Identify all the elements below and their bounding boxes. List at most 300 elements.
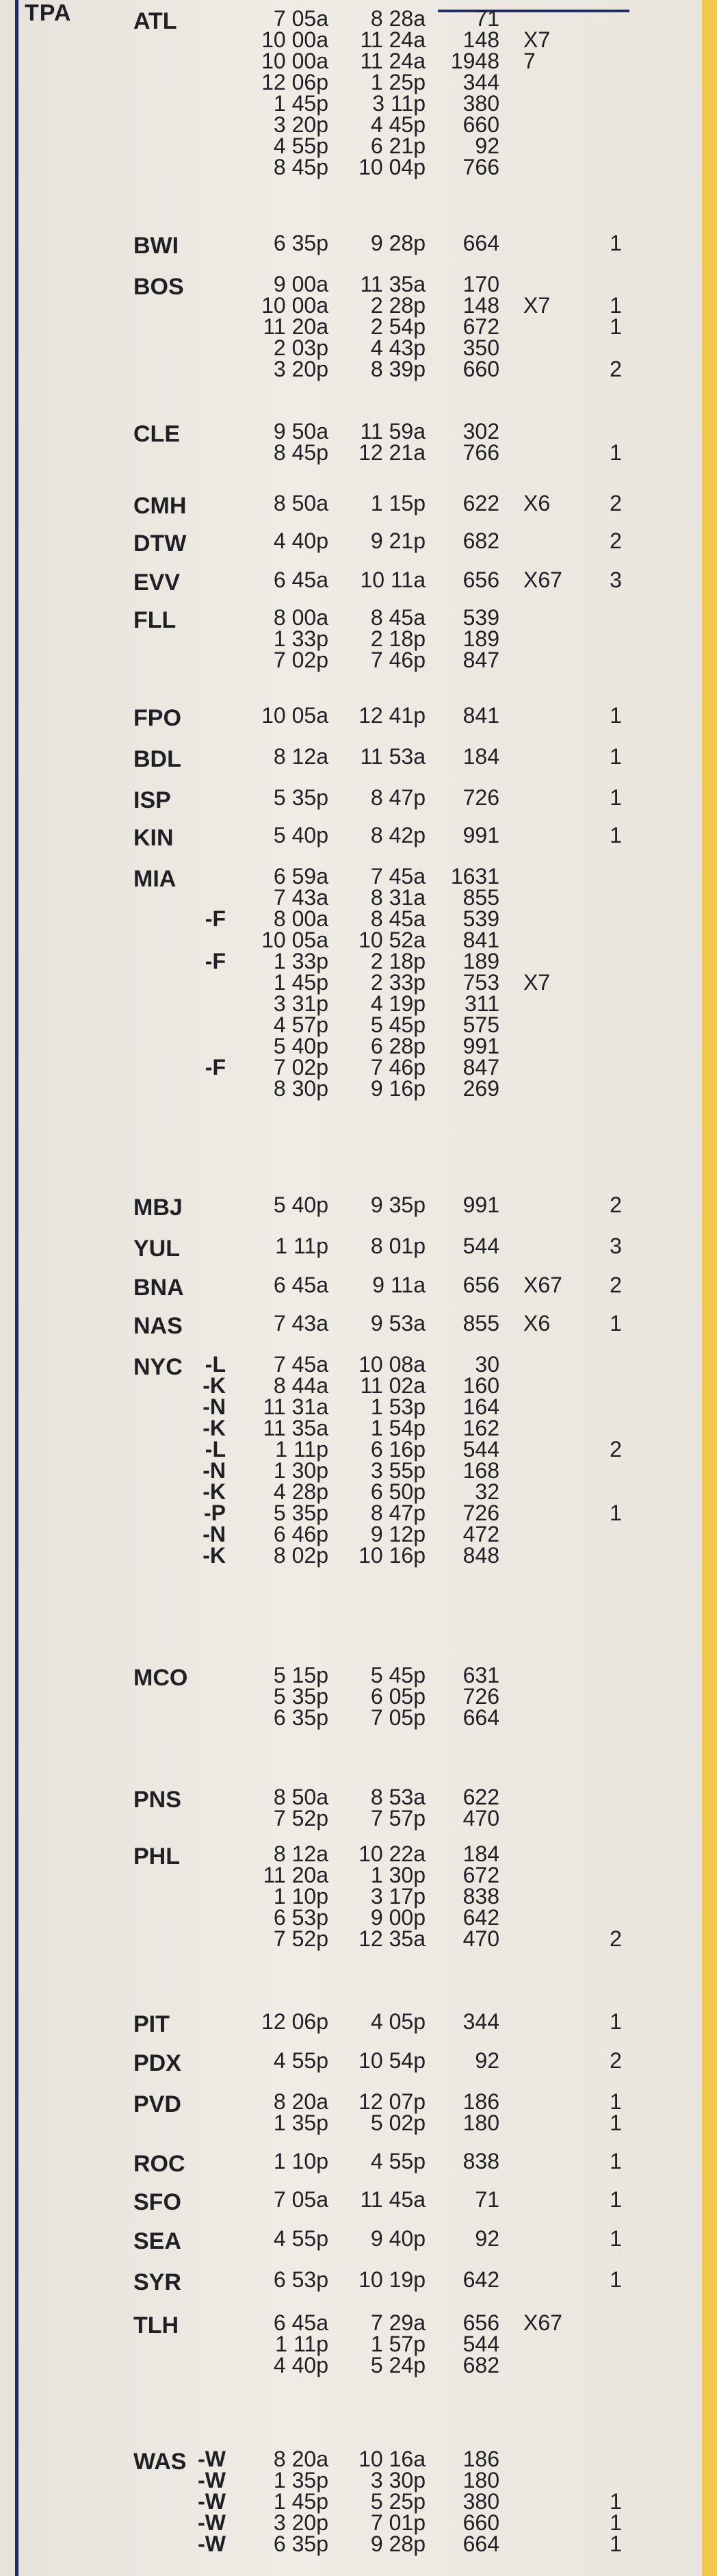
arrival-time: 7 29a <box>370 2310 426 2335</box>
stops-count: 1 <box>610 2489 622 2514</box>
flight-number: 672 <box>462 314 499 339</box>
departure-time: 3 31p <box>273 991 328 1016</box>
flight-row <box>0 887 684 908</box>
flight-row <box>0 1354 684 1375</box>
arrival-time: 8 47p <box>370 1501 426 1525</box>
destination-block <box>0 1354 684 1566</box>
airport-suffix: -K <box>203 1479 226 1504</box>
flight-number: 71 <box>475 2187 499 2212</box>
flight-number: 753 <box>462 970 499 995</box>
departure-time: 4 57p <box>273 1012 328 1037</box>
arrival-time: 4 05p <box>370 2009 426 2034</box>
departure-time: 8 00a <box>273 605 328 630</box>
departure-time: 8 45p <box>273 155 328 179</box>
flight-row <box>0 8 684 29</box>
flight-number: 160 <box>462 1373 499 1398</box>
arrival-time: 9 28p <box>370 231 426 255</box>
flight-number: 726 <box>462 1684 499 1709</box>
flight-row <box>0 2449 684 2470</box>
departure-time: 4 40p <box>273 2353 328 2377</box>
arrival-time: 5 24p <box>370 2353 426 2377</box>
flight-row <box>0 787 684 808</box>
destination-city-code: KIN <box>133 825 174 851</box>
destination-block <box>0 866 684 1099</box>
departure-time: 10 05a <box>261 928 328 952</box>
departure-time: 6 59a <box>273 864 328 889</box>
arrival-time: 9 35p <box>370 1193 426 1217</box>
destination-block <box>0 528 684 557</box>
flight-number: 30 <box>475 1352 499 1377</box>
airport-suffix: -K <box>203 1416 226 1440</box>
destination-block <box>0 785 684 813</box>
flight-number: 164 <box>462 1394 499 1419</box>
origin-city-code: TPA <box>25 0 72 26</box>
arrival-time: 11 02a <box>360 1373 426 1398</box>
destination-block <box>0 2449 684 2555</box>
arrival-time: 3 30p <box>370 2468 426 2492</box>
frequency-code: X67 <box>523 2310 562 2335</box>
flight-row <box>0 2151 684 2172</box>
flight-number: 664 <box>462 231 499 255</box>
arrival-time: 4 43p <box>370 335 426 360</box>
departure-time: 6 35p <box>273 231 328 255</box>
destination-city-code: NYC <box>133 1354 183 1380</box>
departure-time: 5 35p <box>273 785 328 810</box>
departure-time: 8 50a <box>273 491 328 515</box>
flight-number: 71 <box>475 6 499 31</box>
arrival-time: 5 25p <box>370 2489 426 2514</box>
arrival-time: 9 28p <box>370 2532 426 2556</box>
flight-row <box>0 607 684 628</box>
stops-count: 1 <box>610 2510 622 2535</box>
flight-row <box>0 1907 684 1928</box>
departure-time: 1 45p <box>273 970 328 995</box>
flight-number: 344 <box>462 2009 499 2034</box>
arrival-time: 9 12p <box>370 1522 426 1546</box>
arrival-time: 11 45a <box>360 2187 426 2212</box>
destination-city-code: CLE <box>133 421 180 447</box>
departure-time: 8 50a <box>273 1785 328 1809</box>
arrival-time: 12 21a <box>358 440 426 465</box>
stops-count: 2 <box>610 528 622 553</box>
flight-row <box>0 1439 684 1460</box>
arrival-time: 8 47p <box>370 785 426 810</box>
departure-time: 4 55p <box>273 133 328 158</box>
stops-count: 2 <box>610 491 622 515</box>
destination-block <box>0 607 684 671</box>
frequency-code: X7 <box>523 293 551 318</box>
destination-block <box>0 1311 684 1339</box>
flight-row <box>0 570 684 591</box>
destination-city-code: PHL <box>133 1844 180 1870</box>
arrival-time: 8 42p <box>370 823 426 847</box>
stops-count: 2 <box>610 1437 622 1462</box>
flight-row <box>0 2470 684 2491</box>
airport-suffix: -L <box>205 1352 226 1377</box>
flight-row <box>0 705 684 726</box>
flight-row <box>0 746 684 767</box>
flight-number: 656 <box>462 1273 499 1297</box>
destination-city-code: MIA <box>133 866 177 892</box>
flight-row <box>0 1012 684 1037</box>
departure-time: 5 40p <box>273 1193 328 1217</box>
flight-number: 180 <box>462 2110 499 2135</box>
arrival-time: 8 53a <box>370 1785 426 1809</box>
flight-row <box>0 993 684 1015</box>
arrival-time: 3 17p <box>370 1884 426 1909</box>
destination-city-code: DTW <box>133 531 187 557</box>
frequency-code: X7 <box>523 27 551 52</box>
destination-city-code: ROC <box>133 2151 185 2177</box>
arrival-time: 4 45p <box>370 112 426 137</box>
flight-number: 642 <box>462 1905 499 1930</box>
arrival-time: 6 16p <box>370 1437 426 1462</box>
flight-row <box>0 1665 684 1686</box>
flight-row <box>0 1036 684 1057</box>
flight-row <box>0 114 684 136</box>
flight-row <box>0 2050 684 2071</box>
departure-time: 4 55p <box>273 2048 328 2073</box>
destination-block <box>0 421 684 463</box>
stops-count: 2 <box>610 1193 622 1217</box>
departure-time: 6 46p <box>273 1522 328 1546</box>
flight-number: 186 <box>462 2447 499 2471</box>
departure-time: 8 44a <box>273 1373 328 1398</box>
flight-number: 631 <box>462 1663 499 1687</box>
airport-suffix: -W <box>198 2468 226 2492</box>
arrival-time: 8 31a <box>370 885 426 910</box>
flight-number: 184 <box>462 1841 499 1866</box>
departure-time: 1 45p <box>273 91 328 116</box>
destination-city-code: PNS <box>133 1787 181 1813</box>
flight-row <box>0 442 684 463</box>
airport-suffix: -K <box>203 1373 226 1398</box>
flight-number: 162 <box>462 1416 499 1440</box>
departure-time: 8 30p <box>273 1076 328 1101</box>
destination-block <box>0 2187 684 2215</box>
flight-number: 726 <box>462 785 499 810</box>
destination-city-code: BWI <box>133 233 179 259</box>
flight-number: 672 <box>462 1863 499 1887</box>
airport-suffix: -W <box>198 2532 226 2556</box>
flight-row <box>0 1841 684 1866</box>
arrival-time: 6 50p <box>370 1479 426 1504</box>
departure-time: 5 35p <box>273 1501 328 1525</box>
arrival-time: 2 54p <box>370 314 426 339</box>
destination-city-code: PDX <box>133 2050 181 2076</box>
flight-number: 148 <box>462 293 499 318</box>
arrival-time: 10 54p <box>358 2048 426 2073</box>
flight-number: 544 <box>462 2332 499 2356</box>
destination-block <box>0 2312 684 2376</box>
flight-row <box>0 2228 684 2249</box>
flight-row <box>0 650 684 671</box>
departure-time: 7 02p <box>273 1055 328 1080</box>
flight-number: 189 <box>462 949 499 973</box>
arrival-time: 8 39p <box>370 357 426 381</box>
flight-number: 766 <box>462 440 499 465</box>
flight-number: 622 <box>462 491 499 515</box>
arrival-time: 9 40p <box>370 2226 426 2251</box>
arrival-time: 2 18p <box>370 949 426 973</box>
flight-row <box>0 1686 684 1707</box>
departure-time: 6 45a <box>273 1273 328 1297</box>
destination-block <box>0 1665 684 1729</box>
arrival-time: 9 21p <box>370 528 426 553</box>
arrival-time: 7 46p <box>370 648 426 672</box>
arrival-time: 6 28p <box>370 1034 426 1058</box>
departure-time: 1 11p <box>275 1234 328 1258</box>
flight-number: 656 <box>462 568 499 592</box>
stops-count: 3 <box>610 1234 622 1258</box>
departure-time: 1 10p <box>273 1884 328 1909</box>
flight-number: 92 <box>475 133 499 158</box>
flight-row <box>0 29 684 51</box>
arrival-time: 1 57p <box>370 2332 426 2356</box>
arrival-time: 7 01p <box>370 2510 426 2535</box>
flight-number: 660 <box>462 2510 499 2535</box>
departure-time: 5 35p <box>273 1684 328 1709</box>
flight-number: 380 <box>462 2489 499 2514</box>
frequency-code: X6 <box>523 1311 551 1336</box>
destination-block <box>0 2048 684 2076</box>
arrival-time: 10 19p <box>358 2267 426 2292</box>
departure-time: 3 20p <box>273 2510 328 2535</box>
departure-time: 8 02p <box>273 1543 328 1568</box>
yellow-edge-band <box>702 0 717 2576</box>
flight-row <box>0 2269 684 2291</box>
flight-number: 726 <box>462 1501 499 1525</box>
airport-suffix: -F <box>205 949 226 973</box>
airport-suffix: -K <box>203 1543 226 1568</box>
flight-number: 186 <box>462 2089 499 2114</box>
arrival-time: 5 45p <box>370 1012 426 1037</box>
flight-number: 269 <box>462 1076 499 1101</box>
flight-row <box>0 2110 684 2135</box>
flight-number: 92 <box>475 2226 499 2251</box>
arrival-time: 11 24a <box>360 49 426 73</box>
departure-time: 8 20a <box>273 2089 328 2114</box>
flight-row <box>0 1418 684 1439</box>
departure-time: 11 20a <box>263 314 328 339</box>
flight-number: 855 <box>462 885 499 910</box>
airport-suffix: -N <box>203 1522 226 1546</box>
flight-number: 841 <box>462 928 499 952</box>
flight-row <box>0 2312 684 2334</box>
destination-block <box>0 8 684 178</box>
arrival-time: 11 53a <box>360 744 426 769</box>
departure-time: 6 45a <box>273 2310 328 2335</box>
stops-count: 2 <box>610 357 622 381</box>
departure-time: 8 12a <box>273 744 328 769</box>
flight-number: 32 <box>475 1479 499 1504</box>
arrival-time: 3 55p <box>370 1458 426 1483</box>
flight-number: 575 <box>462 1012 499 1037</box>
destination-block <box>0 1234 684 1262</box>
destination-city-code: PIT <box>133 2011 170 2037</box>
flight-number: 380 <box>462 91 499 116</box>
destination-city-code: BOS <box>133 274 184 300</box>
flight-row <box>0 1524 684 1545</box>
destination-block <box>0 823 684 851</box>
stops-count: 1 <box>610 823 622 847</box>
departure-time: 6 53p <box>273 2267 328 2292</box>
flight-row <box>0 157 684 178</box>
departure-time: 12 06p <box>261 2009 328 2034</box>
departure-time: 5 15p <box>273 1663 328 1687</box>
flight-row <box>0 1236 684 1257</box>
flight-row <box>0 1808 684 1829</box>
flight-number: 660 <box>462 357 499 381</box>
destination-city-code: SEA <box>133 2228 181 2254</box>
flight-row <box>0 825 684 846</box>
flight-row <box>0 2491 684 2512</box>
destination-city-code: BDL <box>133 746 181 772</box>
frequency-code: X67 <box>523 1273 562 1297</box>
destination-block <box>0 1787 684 1829</box>
departure-time: 6 45a <box>273 568 328 592</box>
flight-row <box>0 2534 684 2555</box>
flight-row <box>0 2334 684 2355</box>
arrival-time: 7 46p <box>370 1055 426 1080</box>
departure-time: 12 06p <box>261 70 328 94</box>
stops-count: 1 <box>610 293 622 318</box>
arrival-time: 5 02p <box>370 2110 426 2135</box>
departure-time: 10 00a <box>261 293 328 318</box>
flight-number: 148 <box>462 27 499 52</box>
arrival-time: 8 45a <box>370 906 426 931</box>
destination-block <box>0 1273 684 1301</box>
departure-time: 1 11p <box>275 1437 328 1462</box>
departure-time: 1 35p <box>273 2110 328 2135</box>
flight-number: 189 <box>462 626 499 651</box>
departure-time: 8 12a <box>273 1841 328 1866</box>
departure-time: 8 45p <box>273 440 328 465</box>
arrival-time: 9 16p <box>370 1076 426 1101</box>
flight-number: 838 <box>462 2149 499 2173</box>
arrival-time: 9 11a <box>372 1273 426 1297</box>
flight-row <box>0 1545 684 1566</box>
departure-time: 3 20p <box>273 112 328 137</box>
flight-row <box>0 493 684 514</box>
arrival-time: 6 21p <box>370 133 426 158</box>
arrival-time: 8 45a <box>370 605 426 630</box>
departure-time: 6 35p <box>273 2532 328 2556</box>
arrival-time: 10 22a <box>358 1841 426 1866</box>
flight-row <box>0 628 684 650</box>
stops-count: 1 <box>610 703 622 728</box>
flight-row <box>0 951 684 972</box>
destination-city-code: CMH <box>133 493 187 519</box>
destination-block <box>0 2226 684 2254</box>
arrival-time: 10 04p <box>358 155 426 179</box>
frequency-code: X67 <box>523 568 562 592</box>
flight-number: 180 <box>462 2468 499 2492</box>
arrival-time: 4 55p <box>370 2149 426 2173</box>
arrival-time: 2 28p <box>370 293 426 318</box>
flight-number: 1948 <box>450 49 499 73</box>
arrival-time: 11 59a <box>360 419 426 444</box>
stops-count: 1 <box>610 314 622 339</box>
departure-time: 11 35a <box>263 1416 328 1440</box>
arrival-time: 5 45p <box>370 1663 426 1687</box>
flight-row <box>0 2189 684 2210</box>
arrival-time: 11 24a <box>360 27 426 52</box>
destination-city-code: ISP <box>133 787 171 813</box>
departure-time: 10 05a <box>261 703 328 728</box>
departure-time: 5 40p <box>273 1034 328 1058</box>
stops-count: 2 <box>610 1926 622 1951</box>
flight-number: 991 <box>462 1193 499 1217</box>
destination-city-code: YUL <box>133 1236 180 1262</box>
departure-time: 1 45p <box>273 2489 328 2514</box>
flight-row <box>0 337 684 359</box>
flight-row <box>0 233 684 254</box>
flight-row <box>0 1503 684 1524</box>
flight-number: 470 <box>462 1926 499 1951</box>
arrival-time: 4 19p <box>370 991 426 1016</box>
airport-suffix: -P <box>204 1501 226 1525</box>
arrival-time: 10 08a <box>358 1352 426 1377</box>
flight-row <box>0 1078 684 1099</box>
airport-suffix: -W <box>198 2510 226 2535</box>
stops-count: 1 <box>610 440 622 465</box>
flight-number: 664 <box>462 2532 499 2556</box>
destination-city-code: FLL <box>133 607 177 633</box>
stops-count: 3 <box>610 568 622 592</box>
departure-time: 7 52p <box>273 1806 328 1831</box>
arrival-time: 10 52a <box>358 928 426 952</box>
flight-number: 848 <box>462 1543 499 1568</box>
destination-city-code: SYR <box>133 2269 181 2295</box>
flight-number: 642 <box>462 2267 499 2292</box>
flight-number: 350 <box>462 335 499 360</box>
arrival-time: 10 11a <box>360 568 426 592</box>
flight-number: 847 <box>462 1055 499 1080</box>
departure-time: 4 40p <box>273 528 328 553</box>
stops-count: 1 <box>610 2089 622 2114</box>
airport-suffix: -F <box>205 1055 226 1080</box>
arrival-time: 7 57p <box>370 1806 426 1831</box>
flight-number: 1631 <box>450 864 499 889</box>
flight-number: 544 <box>462 1234 499 1258</box>
destination-city-code: SFO <box>133 2189 181 2215</box>
destination-city-code: ATL <box>133 8 177 34</box>
destination-city-code: PVD <box>133 2091 181 2117</box>
arrival-time: 10 16a <box>358 2447 426 2471</box>
departure-time: 7 05a <box>273 2187 328 2212</box>
airport-suffix: -N <box>203 1458 226 1483</box>
flight-row <box>0 1375 684 1397</box>
flight-row <box>0 1394 684 1419</box>
flight-row <box>0 274 684 295</box>
departure-time: 4 28p <box>273 1479 328 1504</box>
destination-block <box>0 1841 684 1951</box>
destination-block <box>0 491 684 519</box>
departure-time: 2 03p <box>273 335 328 360</box>
flight-row <box>0 295 684 316</box>
departure-time: 7 43a <box>273 885 328 910</box>
arrival-time: 1 25p <box>370 70 426 94</box>
flight-number: 170 <box>462 272 499 296</box>
destination-city-code: WAS <box>133 2449 187 2475</box>
destination-block <box>0 1193 684 1221</box>
departure-time: 10 00a <box>261 27 328 52</box>
departure-time: 9 50a <box>273 419 328 444</box>
stops-count: 1 <box>610 785 622 810</box>
flight-row <box>0 2091 684 2113</box>
flight-row <box>0 1707 684 1729</box>
